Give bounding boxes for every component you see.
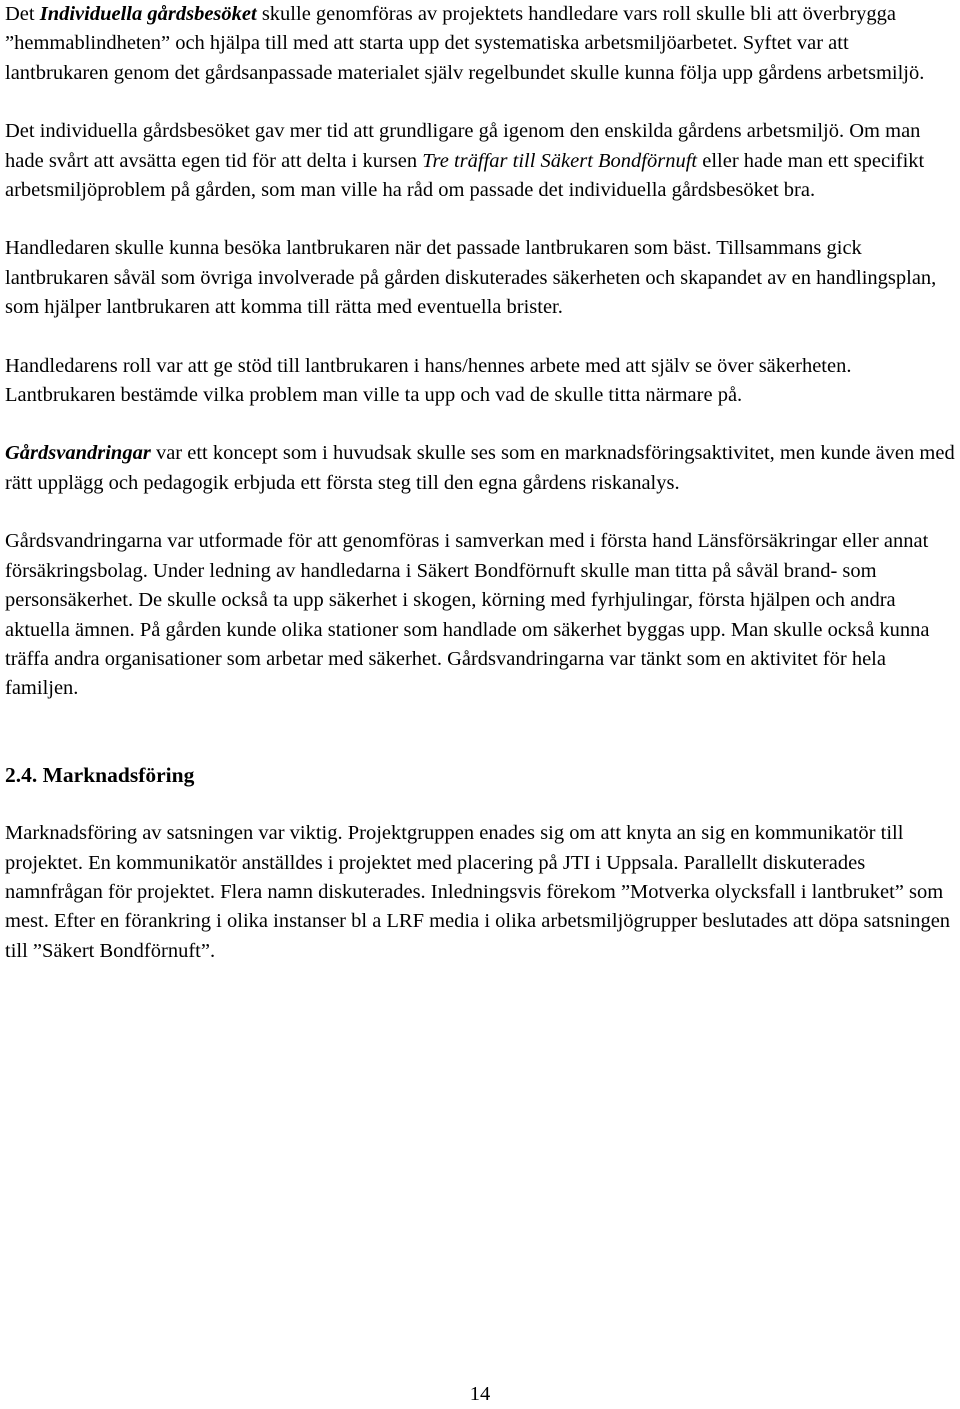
paragraph-individual-visit-detail <box>5 117 957 205</box>
page-number: 14 <box>469 1383 491 1405</box>
paragraph-text: var ett koncept som i huvudsak skulle ses som en marknadsföringsaktivitet, men kunde även med rätt upplägg och pedagogik erbjuda ett första steg till den egna gårdens riskanalys. <box>5 442 955 494</box>
paragraph-supervisor-role: Handledarens roll var att ge stöd till lantbrukaren i hans/hennes arbete med att själv se över säkerheten. Lantbrukaren bestämde vilka problem man ville ta upp och vad de skulle titta närmare på. <box>5 354 852 407</box>
document-page <box>5 0 957 966</box>
course-title: Tre träffar till Säkert Bondförnuft <box>422 149 698 172</box>
paragraph-farm-walks-intro <box>5 439 957 498</box>
paragraph-text: eller hade man ett specifikt arbetsmiljöproblem på gården, som man ville ha råd om passade det individuella gårdsbesöket bra. <box>5 149 925 202</box>
paragraph-farm-walks-detail: Gårdsvandringarna var utformade för att genomföras i samverkan med i första hand Länsförsäkringar eller annat försäkringsbolag. Under ledning av handledarna i Säkert Bondförnuft skulle man titta på såväl brand- som personsäkerhet. De skulle också ta upp säkerhet i skogen, körning med fyrhjulingar, första hjälpen och andra aktuella ämnen. På gården kunde olika stationer som handlade om säkerhet byggas upp. Man skulle också kunna träffa andra organisationer som arbetar med säkerhet. Gårdsvandringarna var tänkt som en aktivitet för hela familjen. <box>5 530 930 700</box>
paragraph-supervisor-visit: Handledaren skulle kunna besöka lantbrukaren när det passade lantbrukaren som bäst. Tillsammans gick lantbrukaren såväl som övriga involverade på gården diskuterades säkerheten och skapandet av en handlingsplan, som hjälper lantbrukaren att komma till rätta med eventuella brister. <box>5 237 937 319</box>
paragraph-text: skulle genomföras av projektets handledare vars roll skulle bli att överbrygga ”hemmablindheten” och hjälpa till med att starta upp det systematiska arbetsmiljöarbetet. Syftet var att lantbrukaren genom det gårdsanpassade materialet själv regelbundet skulle kunna följa upp gårdens arbetsmiljö. <box>5 3 925 84</box>
term-individuella-gardsbesoket: Individuella gårdsbesöket <box>39 3 257 25</box>
paragraph-individual-visit-intro <box>5 0 957 88</box>
section-heading: 2.4. Marknadsföring <box>5 762 195 787</box>
paragraph-text: Det <box>5 3 40 25</box>
paragraph-text: Det individuella gårdsbesöket gav mer tid att grundligare gå igenom den enskilda gårdens arbetsmiljö. Om man hade svårt att avsätta egen tid för att delta i kursen <box>5 120 921 172</box>
paragraph-marketing: Marknadsföring av satsningen var viktig. Projektgruppen enades sig om att knyta an sig en kommunikatör till projektet. En kommunikatör anställdes i projektet med placering på JTI i Uppsala. Parallellt diskuterades namnfrågan för projektet. Flera namn diskuterades. Inledningsvis förekom ”Motverka olycksfall i lantbruket” som mest. Efter en förankring i olika instanser bl a LRF media i olika arbetsmiljögrupper beslutades att döpa satsningen till ”Säkert Bondförnuft”. <box>5 822 951 962</box>
term-gardsvandringar: Gårdsvandringar <box>5 442 151 465</box>
